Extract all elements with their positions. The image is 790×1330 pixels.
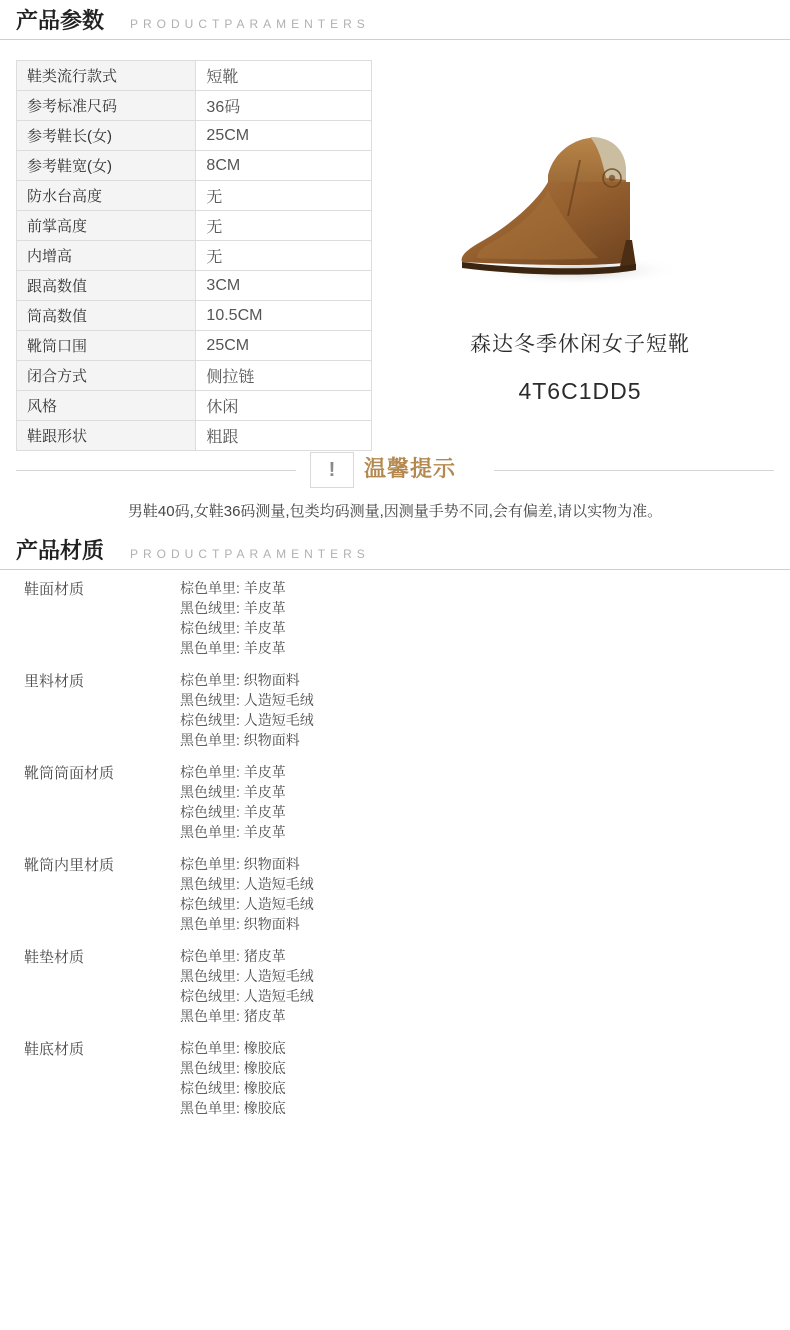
product-parameters-heading — [0, 4, 790, 40]
table-row — [17, 361, 372, 391]
param-key: 鞋跟形状 — [17, 421, 196, 451]
param-value: 粗跟 — [196, 421, 372, 451]
material-values — [180, 946, 790, 1026]
material-label: 靴筒内里材质 — [24, 857, 115, 874]
material-value-line: 黑色单里: 织物面料 — [180, 916, 300, 932]
param-key: 参考标准尺码 — [17, 91, 196, 121]
material-row — [0, 762, 790, 842]
parameter-table — [16, 60, 372, 451]
material-values — [180, 854, 790, 934]
material-label: 鞋底材质 — [24, 1041, 85, 1058]
param-key: 参考鞋宽(女) — [17, 151, 196, 181]
material-title-cn: 产品材质 — [16, 538, 105, 563]
tips-title: 温馨提示 — [364, 456, 457, 481]
material-value-line: 棕色单里: 织物面料 — [180, 672, 300, 688]
brown-ankle-boot-icon — [430, 120, 730, 310]
product-block — [380, 120, 780, 405]
material-row — [0, 854, 790, 934]
product-material-heading — [0, 534, 790, 570]
section-title-en: PRODUCTPARAMENTERS — [130, 17, 370, 31]
product-image — [430, 120, 730, 310]
material-list — [0, 578, 790, 1130]
material-value-line: 棕色单里: 羊皮革 — [180, 764, 286, 780]
material-value-line: 棕色单里: 织物面料 — [180, 856, 300, 872]
param-value: 休闲 — [196, 391, 372, 421]
material-value-line: 黑色绒里: 羊皮革 — [180, 600, 286, 616]
param-value: 36码 — [196, 91, 372, 121]
material-value-line: 棕色绒里: 橡胶底 — [180, 1080, 286, 1096]
table-row — [17, 271, 372, 301]
param-value: 短靴 — [196, 61, 372, 91]
material-value-line: 黑色单里: 织物面料 — [180, 732, 300, 748]
param-key: 内增高 — [17, 241, 196, 271]
material-value-line: 黑色绒里: 人造短毛绒 — [180, 876, 314, 892]
material-values — [180, 670, 790, 750]
product-code: 4T6C1DD5 — [518, 378, 642, 404]
param-key: 防水台高度 — [17, 181, 196, 211]
material-row — [0, 946, 790, 1026]
material-value-line: 黑色单里: 羊皮革 — [180, 824, 286, 840]
param-key: 鞋类流行款式 — [17, 61, 196, 91]
material-row — [0, 1038, 790, 1118]
param-value: 无 — [196, 181, 372, 211]
material-values — [180, 578, 790, 658]
material-value-line: 黑色绒里: 羊皮革 — [180, 784, 286, 800]
material-value-line: 黑色绒里: 橡胶底 — [180, 1060, 286, 1076]
param-key: 跟高数值 — [17, 271, 196, 301]
param-value: 无 — [196, 241, 372, 271]
product-name: 森达冬季休闲女子短靴 — [470, 333, 690, 356]
material-label: 鞋面材质 — [24, 581, 85, 598]
param-value: 无 — [196, 211, 372, 241]
tips-text: 男鞋40码,女鞋36码测量,包类均码测量,因测量手势不同,会有偏差,请以实物为准。 — [127, 503, 663, 520]
tips-title-row — [0, 448, 790, 488]
material-value-line: 棕色绒里: 羊皮革 — [180, 804, 286, 820]
table-row — [17, 331, 372, 361]
param-value: 25CM — [196, 121, 372, 151]
material-value-line: 棕色绒里: 人造短毛绒 — [180, 988, 314, 1004]
material-value-line: 棕色绒里: 羊皮革 — [180, 620, 286, 636]
material-value-line: 黑色单里: 橡胶底 — [180, 1100, 286, 1116]
table-row — [17, 61, 372, 91]
param-value: 8CM — [196, 151, 372, 181]
material-label: 靴筒筒面材质 — [24, 765, 115, 782]
material-value-line: 黑色绒里: 人造短毛绒 — [180, 692, 314, 708]
exclamation-mark-icon — [310, 452, 354, 488]
table-row — [17, 391, 372, 421]
section-title-cn: 产品参数 — [16, 8, 105, 33]
param-key: 靴筒口围 — [17, 331, 196, 361]
table-row — [17, 121, 372, 151]
table-row — [17, 181, 372, 211]
param-key: 筒高数值 — [17, 301, 196, 331]
table-row — [17, 241, 372, 271]
material-row — [0, 670, 790, 750]
material-value-line: 棕色绒里: 人造短毛绒 — [180, 712, 314, 728]
tips-divider-right — [494, 470, 774, 471]
material-title-en: PRODUCTPARAMENTERS — [130, 547, 370, 561]
material-values — [180, 762, 790, 842]
param-key: 风格 — [17, 391, 196, 421]
material-value-line: 黑色单里: 羊皮革 — [180, 640, 286, 656]
table-row — [17, 211, 372, 241]
material-value-line: 黑色绒里: 人造短毛绒 — [180, 968, 314, 984]
material-row — [0, 578, 790, 658]
tips-band — [0, 448, 790, 521]
material-value-line: 棕色单里: 羊皮革 — [180, 580, 286, 596]
param-key: 参考鞋长(女) — [17, 121, 196, 151]
table-row — [17, 421, 372, 451]
param-value: 25CM — [196, 331, 372, 361]
material-label: 里料材质 — [24, 673, 85, 690]
param-key: 闭合方式 — [17, 361, 196, 391]
param-value: 3CM — [196, 271, 372, 301]
material-value-line: 棕色单里: 橡胶底 — [180, 1040, 286, 1056]
material-value-line: 棕色绒里: 人造短毛绒 — [180, 896, 314, 912]
tips-divider-left — [16, 470, 296, 471]
tips-badge-text: ! — [328, 459, 336, 481]
material-value-line: 棕色单里: 猪皮革 — [180, 948, 286, 964]
table-row — [17, 91, 372, 121]
table-row — [17, 301, 372, 331]
material-values — [180, 1038, 790, 1118]
table-row — [17, 151, 372, 181]
material-label: 鞋垫材质 — [24, 949, 85, 966]
param-value: 10.5CM — [196, 301, 372, 331]
material-value-line: 黑色单里: 猪皮革 — [180, 1008, 286, 1024]
param-key: 前掌高度 — [17, 211, 196, 241]
param-value: 侧拉链 — [196, 361, 372, 391]
